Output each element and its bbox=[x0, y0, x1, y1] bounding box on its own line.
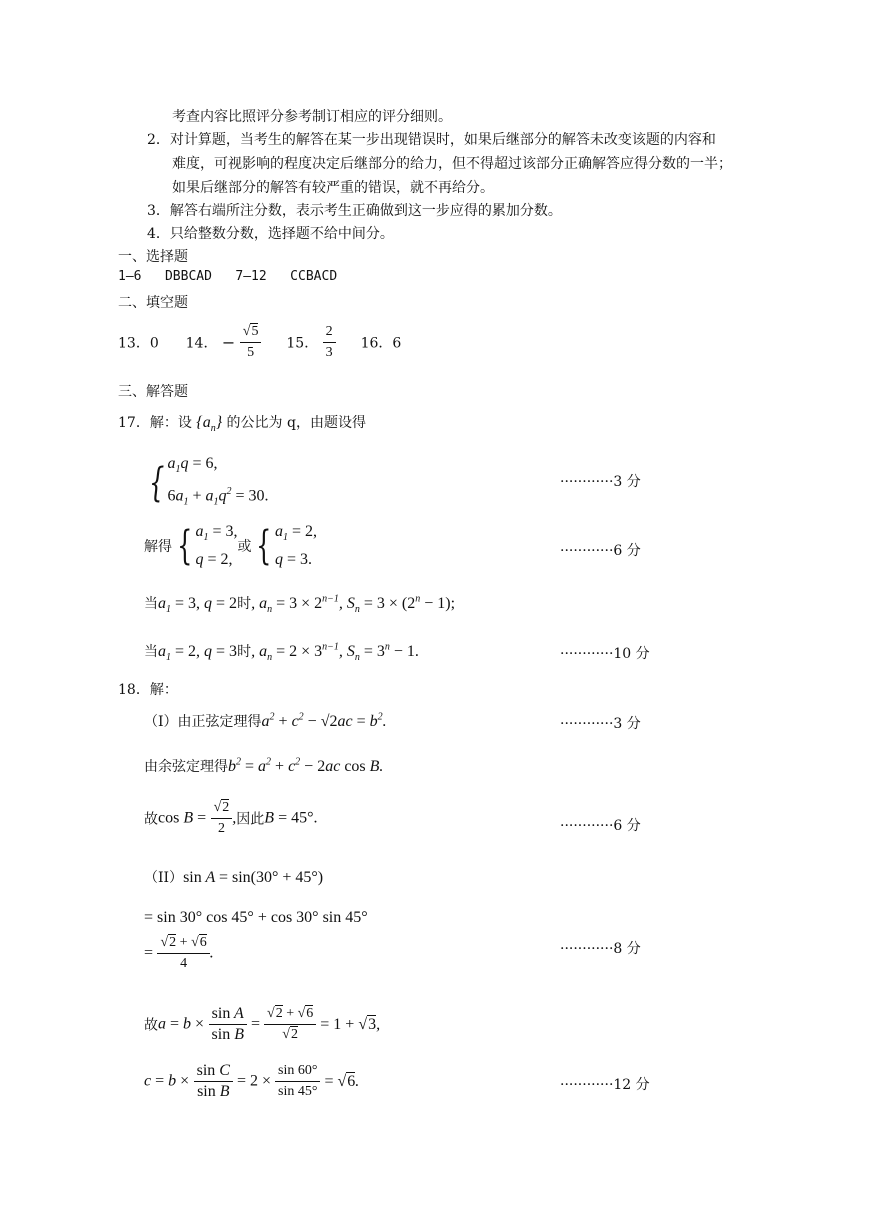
note-2-line-3: 如果后继部分的解答有较严重的错误，就不再给分。 bbox=[172, 180, 494, 196]
p18-part2-line3: = $\frac{√2 + √6}{4}$ . bbox=[144, 935, 214, 971]
p18-part2-line1: （II）sin A = sin(30° + 45°) bbox=[144, 869, 324, 886]
p18-score-4: ············12 分 bbox=[560, 1077, 650, 1093]
p17-score-1: ············3 分 bbox=[560, 474, 641, 490]
note-1-continued: 考查内容比照评分参考制订相应的评分细则。 bbox=[172, 109, 452, 125]
p18-part2-line5: c = b × $\frac{\text{sin C}}{\text{sin B}}$ = 2 × $\frac{\sin 60^\circ}{\sin 45^\circ}$ = √6. bbox=[144, 1062, 360, 1100]
p17-case-2: 当$a_1 = 2$, q = 3时, $a_n = 2 \times 3^{n-1}$, $S_n = 3^n - 1$. bbox=[144, 641, 419, 664]
section-2-title: 二、填空题 bbox=[118, 295, 188, 311]
p18-score-2: ············6 分 bbox=[560, 818, 641, 834]
section-1-title: 一、选择题 bbox=[118, 249, 188, 265]
p18-part2-line4: 故a = b × $\frac{\text{sin A}}{\text{sin B}}$ = $\frac{√2 + √6}{√2}$ = 1 + √3, bbox=[144, 1005, 381, 1043]
answer-16: 16．6 bbox=[360, 335, 402, 352]
answer-14-label: 14． bbox=[185, 335, 218, 352]
note-2-line-2: 难度，可视影响的程度决定后继部分的给力，但不得超过该部分正确解答应得分数的一半； bbox=[172, 156, 732, 172]
section-3-title: 三、解答题 bbox=[118, 384, 188, 400]
note-2-line-1: 2．对计算题，当考生的解答在某一步出现错误时，如果后继部分的解答未改变该题的内容和 bbox=[147, 132, 716, 148]
p17-solution: 解得 { $a_1 = 3$, q = 2, 或 { $a_1 = 2$, q = 3. bbox=[144, 523, 317, 570]
note-3: 3．解答右端所注分数，表示考生正确做到这一步应得的累加分数。 bbox=[147, 203, 562, 219]
section-1-answers: 1—6 DBBCAD 7—12 CCBACD bbox=[118, 269, 338, 284]
answer-15-fraction: $\frac{2}{3}$ bbox=[323, 322, 336, 363]
answer-15-label: 15． bbox=[286, 335, 319, 352]
p18-part1-line2: 由余弦定理得$b^2 = a^2 + c^2 - 2ac$ cos B. bbox=[144, 756, 384, 775]
p17-score-2: ············6 分 bbox=[560, 543, 641, 559]
answer-14-minus: − bbox=[221, 333, 236, 352]
p17-intro: 17．解：设 $\{a_n\}$ 的公比为 q，由题设得 bbox=[118, 414, 366, 435]
p18-part2-line2: = sin 30° cos 45° + cos 30° sin 45° bbox=[144, 909, 368, 926]
p17-case-1: 当$a_1 = 3$, q = 2时, $a_n = 3 \times 2^{n-1}$, $S_n = 3 \times (2^n - 1)$; bbox=[144, 593, 456, 616]
p17-equation-system: { $a_1q = 6$, $6a_1 + a_1q^2 = 30$. bbox=[149, 455, 269, 508]
p17-score-3: ············10 分 bbox=[560, 646, 650, 662]
note-4: 4．只给整数分数，选择题不给中间分。 bbox=[147, 226, 394, 242]
p18-label: 18．解： bbox=[118, 682, 178, 698]
p18-score-3: ············8 分 bbox=[560, 941, 641, 957]
answer-14-fraction: $\frac{√5}{5}$ bbox=[240, 322, 262, 363]
p18-part1-line1: （I）由正弦定理得$a^2 + c^2 - √2ac = b^2$. bbox=[144, 711, 387, 730]
p18-score-1: ············3 分 bbox=[560, 716, 641, 732]
p18-part1-line3: 故cos B = $\frac{√2}{2}$ ,因此B = 45°. bbox=[144, 800, 318, 836]
answer-13: 13．0 bbox=[118, 335, 159, 352]
fill-in-answers bbox=[118, 322, 401, 363]
